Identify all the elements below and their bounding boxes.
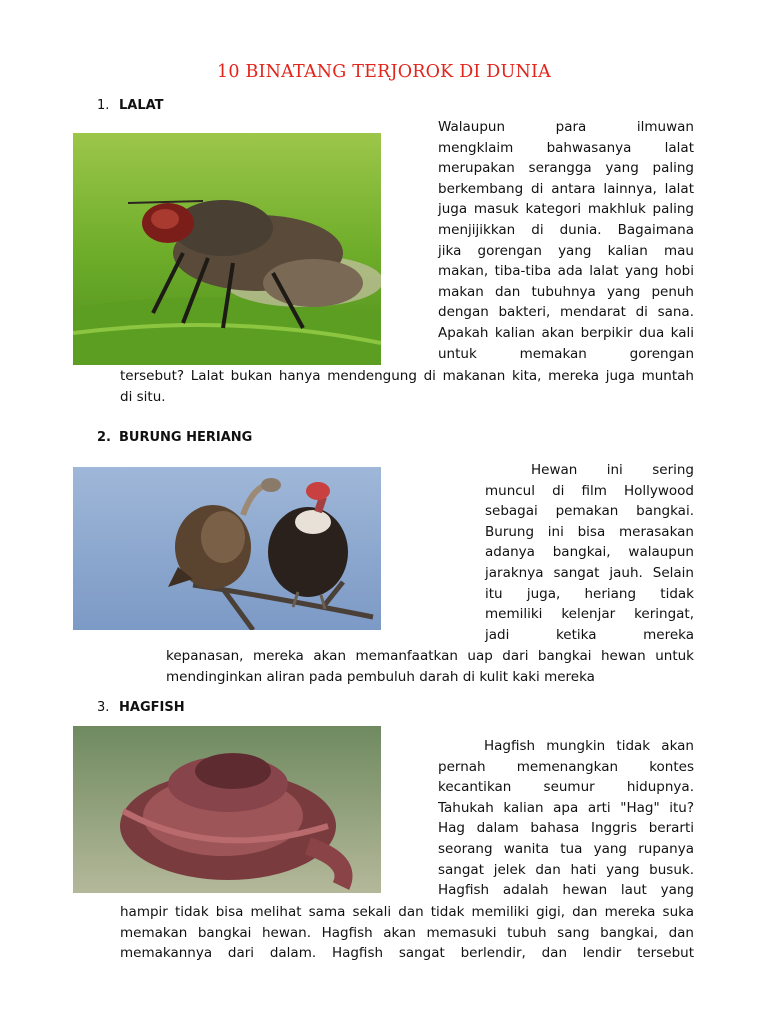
text-line: mengklaim bahwasanya lalat xyxy=(438,139,694,156)
page-title: 10 BINATANG TERJOROK DI DUNIA xyxy=(217,62,551,82)
text-line: Hagfish adalah hewan laut yang xyxy=(438,882,694,899)
section-heading-1 xyxy=(97,98,164,113)
text-line: seorang wanita tua yang rupanya xyxy=(438,840,694,857)
text-line: mendinginkan aliran pada pembuluh darah di kulit kaki mereka xyxy=(166,668,595,685)
section-number: 1. xyxy=(97,98,110,113)
section-3-full-text xyxy=(120,902,694,964)
text-line: jaraknya sangat jauh. Selain xyxy=(485,564,694,581)
text-line: sebagai pemakan bangkai. xyxy=(485,503,694,520)
text-line: makan, tiba-tiba ada lalat yang hobi xyxy=(438,263,694,280)
section-title: HAGFISH xyxy=(119,700,185,715)
text-line: makan dan tubuhnya yang penuh xyxy=(438,283,694,300)
text-line: dengan bakteri, mendarat di sana. xyxy=(438,304,694,321)
text-line: adanya bangkai, walaupun xyxy=(485,544,694,561)
text-line: jika gorengan yang kalian mau xyxy=(438,242,694,259)
text-line: Walaupun para ilmuwan xyxy=(438,119,694,135)
section-title: LALAT xyxy=(119,98,164,113)
text-line: sangat jelek dan hati yang busuk. xyxy=(438,861,694,878)
section-heading-3 xyxy=(97,700,185,715)
text-line: tersebut? Lalat bukan hanya mendengung di makanan kita, mereka juga muntah xyxy=(120,368,694,384)
section-2-full-text xyxy=(166,646,694,687)
text-line: Burung ini bisa merasakan xyxy=(485,523,694,540)
hagfish-photo xyxy=(73,726,381,893)
text-line: menjijikkan di dunia. Bagaimana xyxy=(438,221,694,238)
vultures-photo xyxy=(73,467,381,630)
text-line: merupakan serangga yang paling xyxy=(438,160,694,177)
text-line: Hagfish mungkin tidak akan xyxy=(484,738,694,754)
text-line: itu juga, heriang tidak xyxy=(485,585,694,602)
fly-photo xyxy=(73,133,381,365)
text-line: jadi ketika mereka xyxy=(485,626,694,643)
text-line: pernah memenangkan kontes xyxy=(438,758,694,775)
text-line: kepanasan, mereka akan memanfaatkan uap dari bangkai hewan untuk xyxy=(166,648,694,664)
text-line: di situ. xyxy=(120,388,166,405)
text-line: juga masuk kategori makhluk paling xyxy=(438,201,694,218)
section-heading-2 xyxy=(97,430,252,445)
text-line: Tahukah kalian apa arti "Hag" itu? xyxy=(438,799,694,816)
text-line: memiliki kelenjar keringat, xyxy=(485,606,694,623)
text-line: hampir tidak bisa melihat sama sekali dan tidak memiliki gigi, dan mereka suka xyxy=(120,904,694,920)
text-line: muncul di film Hollywood xyxy=(485,482,694,499)
text-line: Apakah kalian akan berpikir dua kali xyxy=(438,324,694,341)
text-line: Hag dalam bahasa Inggris berarti xyxy=(438,820,694,837)
text-line: memakan bangkai hewan. Hagfish akan memasuki tubuh sang bangkai, dan xyxy=(120,924,694,941)
text-line: Hewan ini sering xyxy=(531,462,694,478)
text-line: berkembang di antara lainnya, lalat xyxy=(438,180,694,197)
text-line: kecantikan seumur hidupnya. xyxy=(438,779,694,796)
section-title: BURUNG HERIANG xyxy=(119,430,253,445)
section-1-side-text xyxy=(438,117,694,364)
section-3-side-text xyxy=(438,736,694,901)
section-2-side-text xyxy=(485,460,694,645)
text-line: untuk memakan gorengan xyxy=(438,345,694,362)
text-line: memakannya dari dalam. Hagfish sangat berlendir, dan lendir tersebut xyxy=(120,945,694,962)
section-number: 3. xyxy=(97,700,110,715)
section-1-full-text xyxy=(120,366,694,407)
section-number: 2. xyxy=(97,430,111,445)
